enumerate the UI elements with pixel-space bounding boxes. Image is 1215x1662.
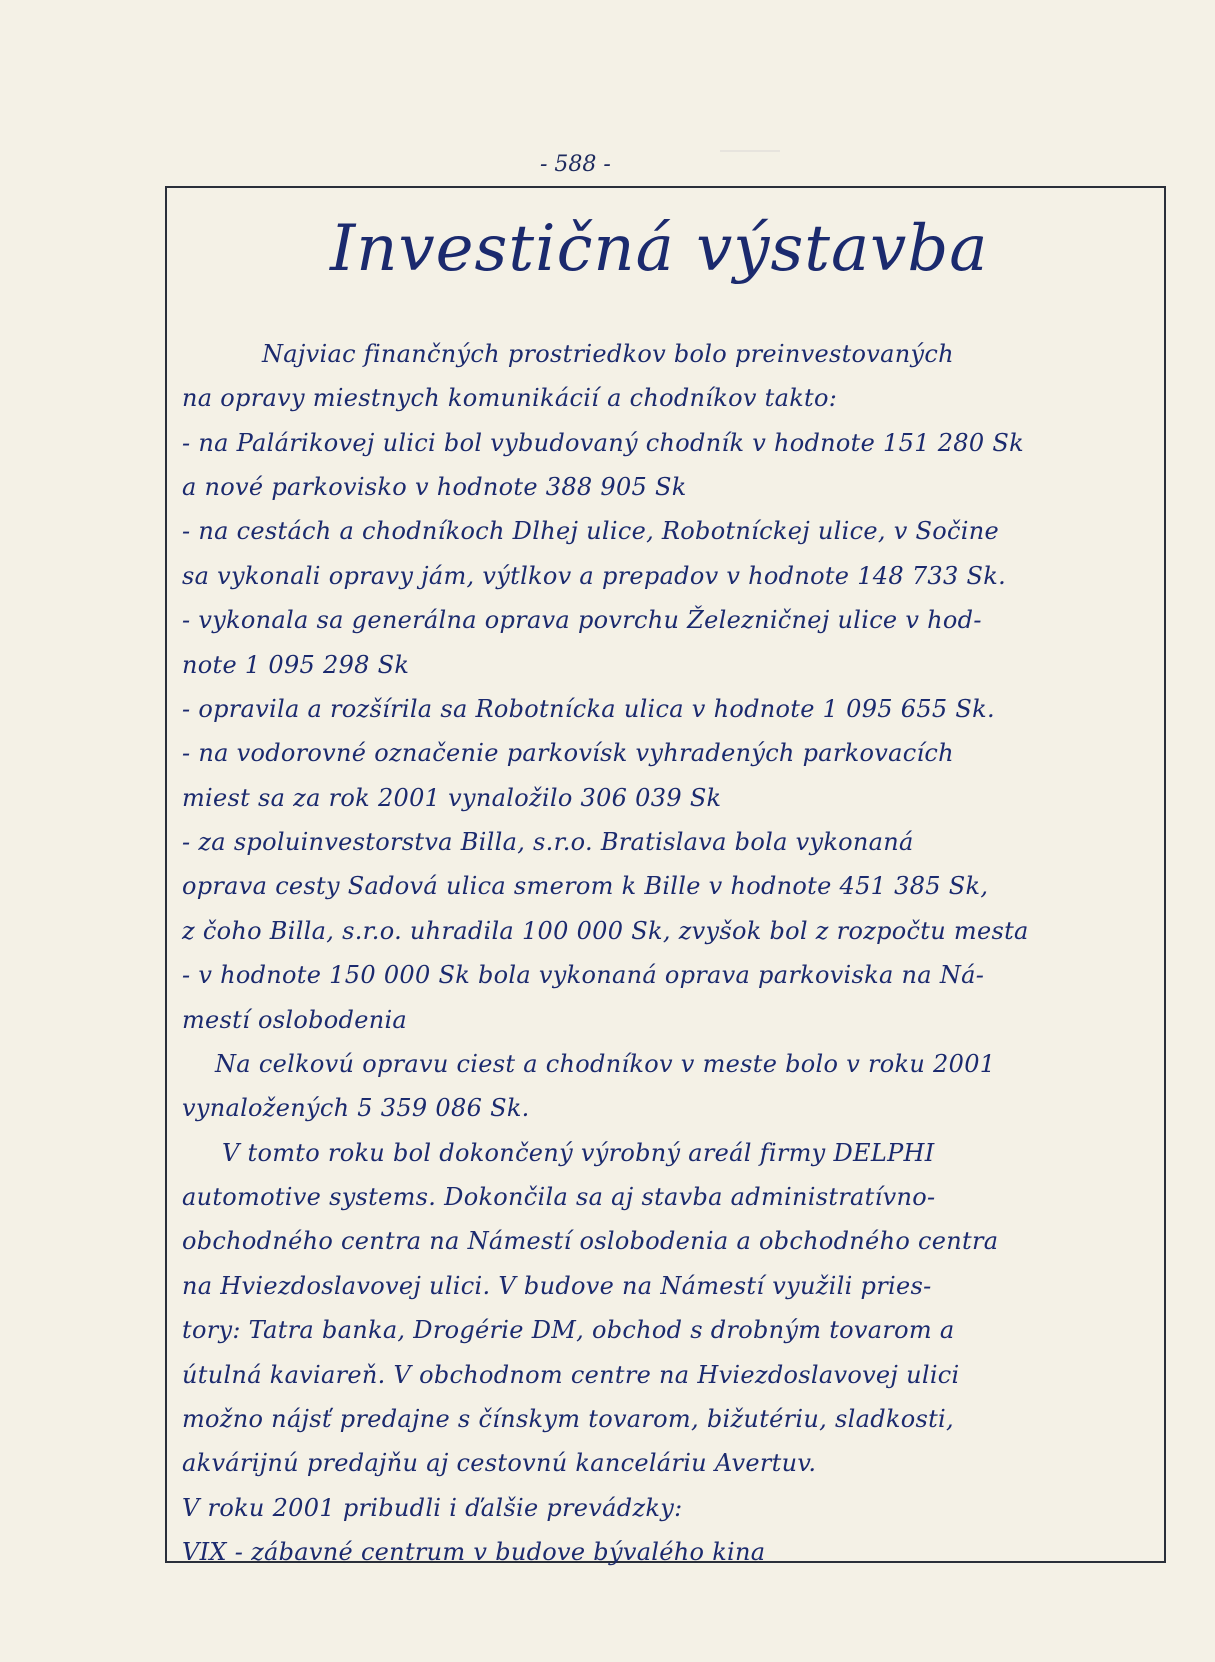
page-number: - 588 - bbox=[540, 152, 611, 177]
text-line: akvárijnú predajňu aj cestovnú kanceláriu Avertuv. bbox=[182, 1449, 817, 1478]
text-line: automotive systems. Dokončila sa aj stavba administratívno- bbox=[182, 1183, 936, 1212]
text-line: VIX - zábavné centrum v budove bývalého kina bbox=[182, 1538, 766, 1566]
text-line: Najviac finančných prostriedkov bolo preinvestovaných bbox=[262, 340, 954, 368]
text-line: miest sa za rok 2001 vynaložilo 306 039 Sk bbox=[182, 783, 722, 812]
text-line: V tomto roku bol dokončený výrobný areál firmy DELPHI bbox=[222, 1138, 935, 1167]
text-line: oprava cesty Sadová ulica smerom k Bille v hodnote 451 385 Sk, bbox=[182, 872, 989, 901]
page-title: Investičná výstavba bbox=[330, 212, 989, 286]
text-line: - vykonala sa generálna oprava povrchu Železničnej ulice v hod- bbox=[182, 606, 982, 635]
text-line: mestí oslobodenia bbox=[182, 1005, 408, 1034]
text-line: - na Palárikovej ulici bol vybudovaný chodník v hodnote 151 280 Sk bbox=[182, 428, 1024, 457]
text-line: obchodného centra na Námestí oslobodenia a obchodného centra bbox=[182, 1227, 999, 1256]
text-line: V roku 2001 pribudli i ďalšie prevádzky: bbox=[182, 1493, 683, 1522]
text-line: sa vykonali opravy jám, výtlkov a prepadov v hodnote 148 733 Sk. bbox=[182, 561, 1007, 590]
text-line: - v hodnote 150 000 Sk bola vykonaná oprava parkoviska na Ná- bbox=[182, 961, 985, 990]
text-line: Na celkovú opravu ciest a chodníkov v meste bolo v roku 2001 bbox=[215, 1049, 996, 1078]
text-line: na Hviezdoslavovej ulici. V budove na Námestí využili pries- bbox=[182, 1271, 932, 1300]
text-line: a nové parkovisko v hodnote 388 905 Sk bbox=[182, 473, 687, 502]
bleed-through-mark bbox=[720, 150, 780, 152]
text-line: tory: Tatra banka, Drogérie DM, obchod s drobným tovarom a bbox=[182, 1316, 955, 1345]
text-line: útulná kaviareň. V obchodnom centre na Hviezdoslavovej ulici bbox=[182, 1360, 960, 1389]
text-line: - za spoluinvestorstva Billa, s.r.o. Bratislava bola vykonaná bbox=[182, 828, 914, 857]
text-line: z čoho Billa, s.r.o. uhradila 100 000 Sk, zvyšok bol z rozpočtu mesta bbox=[182, 916, 1029, 945]
text-line: note 1 095 298 Sk bbox=[182, 650, 410, 679]
text-line: vynaložených 5 359 086 Sk. bbox=[182, 1094, 530, 1123]
text-line: - na vodorovné označenie parkovísk vyhradených parkovacích bbox=[182, 739, 954, 768]
text-line: na opravy miestnych komunikácií a chodníkov takto: bbox=[182, 384, 838, 413]
text-line: - opravila a rozšírila sa Robotnícka ulica v hodnote 1 095 655 Sk. bbox=[182, 694, 995, 723]
text-line: - na cestách a chodníkoch Dlhej ulice, Robotníckej ulice, v Sočine bbox=[182, 517, 999, 546]
text-line: možno nájsť predajne s čínskym tovarom, bižutériu, sladkosti, bbox=[182, 1404, 954, 1433]
